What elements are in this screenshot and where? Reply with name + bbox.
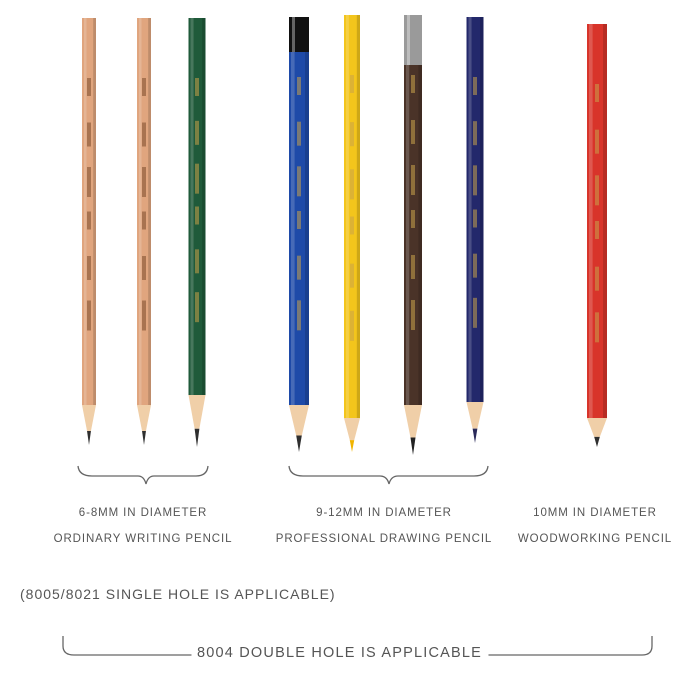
pencil-lead	[195, 429, 200, 447]
bracket-writing	[78, 466, 208, 484]
pencil-lead	[350, 440, 354, 452]
pencil-sharpened-wood	[289, 405, 309, 436]
type-label-woodworking: WOODWORKING PENCIL	[517, 533, 673, 545]
pencil-sharpened-wood	[404, 405, 422, 438]
yellow-drawing-pencil	[344, 15, 360, 452]
diameter-label-writing: 6-8MM IN DIAMETER	[78, 507, 208, 519]
pencil-lead	[296, 436, 302, 452]
pencil-lead	[87, 431, 91, 445]
double-hole-note: 8004 DOUBLE HOLE IS APPLICABLE	[191, 645, 488, 661]
bracket-drawing	[289, 466, 488, 484]
pencil-sharpened-wood	[137, 405, 151, 431]
pencil-sharpened-wood	[587, 418, 607, 437]
blue-drawing-pencil	[289, 17, 309, 452]
pencil-lead	[473, 429, 478, 443]
brown-charcoal-pencil	[404, 15, 422, 455]
pencil-lead	[142, 431, 146, 445]
type-label-drawing: PROFESSIONAL DRAWING PENCIL	[275, 533, 493, 545]
diameter-label-woodworking: 10MM IN DIAMETER	[533, 507, 657, 519]
green-sketch-pencil	[189, 18, 206, 447]
pencil-sharpened-wood	[189, 395, 206, 429]
type-label-writing: ORDINARY WRITING PENCIL	[53, 533, 233, 545]
diameter-label-drawing: 9-12MM IN DIAMETER	[316, 507, 452, 519]
pencil-sharpened-wood	[344, 418, 360, 440]
pencil-sharpened-wood	[467, 402, 484, 429]
navy-drawing-pencil	[467, 17, 484, 443]
pencil-cap	[404, 15, 422, 65]
natural-wood-pencil-2	[137, 18, 151, 445]
natural-wood-pencil-1	[82, 18, 96, 445]
red-woodworking-pencil	[587, 24, 607, 447]
pencil-lead	[594, 437, 600, 447]
single-hole-note: (8005/8021 SINGLE HOLE IS APPLICABLE)	[20, 586, 336, 602]
pencil-lead	[410, 438, 415, 456]
pencil-sharpened-wood	[82, 405, 96, 431]
